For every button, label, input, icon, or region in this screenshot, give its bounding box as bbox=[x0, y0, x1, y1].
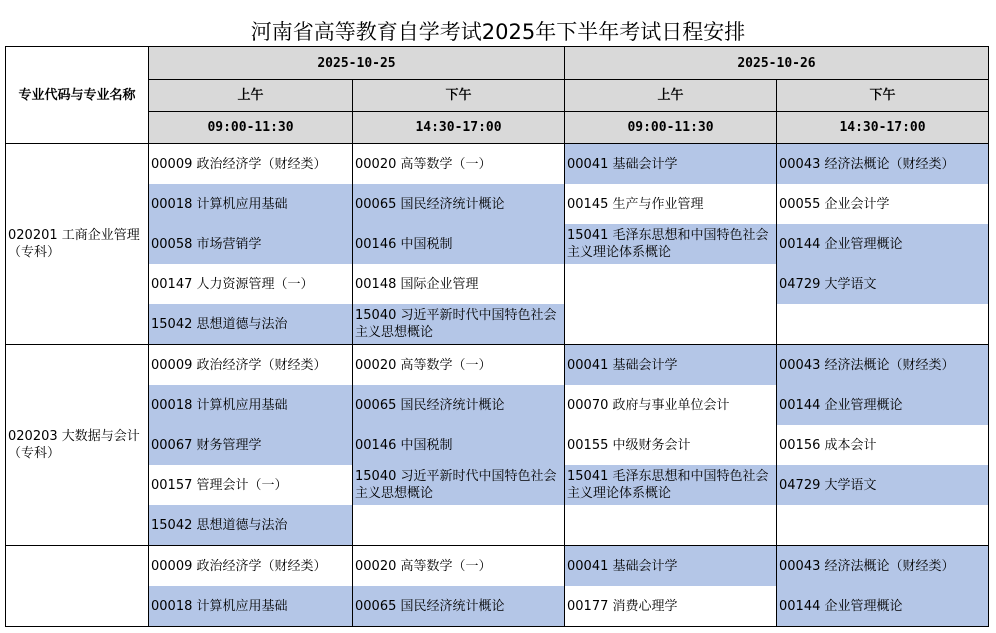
course-cell: 00020 高等数学（一） bbox=[353, 546, 565, 587]
course-cell: 00009 政治经济学（财经类） bbox=[149, 144, 353, 185]
course-cell bbox=[777, 304, 989, 345]
course-cell: 00146 中国税制 bbox=[353, 224, 565, 264]
course-cell: 00020 高等数学（一） bbox=[353, 345, 565, 386]
exam-schedule-table bbox=[5, 46, 989, 627]
course-cell: 00043 经济法概论（财经类） bbox=[777, 345, 989, 386]
date-header: 2025-10-25 bbox=[149, 47, 565, 80]
course-cell: 00043 经济法概论（财经类） bbox=[777, 144, 989, 185]
major-name: 020201 工商企业管理（专科） bbox=[6, 144, 149, 345]
course-cell: 00018 计算机应用基础 bbox=[149, 385, 353, 425]
course-cell: 00070 政府与事业单位会计 bbox=[565, 385, 777, 425]
course-cell: 00177 消费心理学 bbox=[565, 586, 777, 627]
course-cell: 00147 人力资源管理（一） bbox=[149, 264, 353, 304]
course-cell: 00144 企业管理概论 bbox=[777, 385, 989, 425]
course-cell: 00009 政治经济学（财经类） bbox=[149, 546, 353, 587]
table-row bbox=[6, 546, 989, 587]
course-cell: 00144 企业管理概论 bbox=[777, 224, 989, 264]
time-header: 14:30-17:00 bbox=[777, 112, 989, 144]
time-header: 14:30-17:00 bbox=[353, 112, 565, 144]
course-cell: 00058 市场营销学 bbox=[149, 224, 353, 264]
course-cell bbox=[777, 505, 989, 546]
table-row bbox=[6, 465, 989, 505]
period-header: 上午 bbox=[149, 80, 353, 112]
table-row bbox=[6, 304, 989, 345]
major-name bbox=[6, 546, 149, 627]
course-cell: 00065 国民经济统计概论 bbox=[353, 586, 565, 627]
major-column-header: 专业代码与专业名称 bbox=[6, 47, 149, 144]
course-cell: 00041 基础会计学 bbox=[565, 345, 777, 386]
table-row bbox=[6, 264, 989, 304]
course-cell: 15042 思想道德与法治 bbox=[149, 505, 353, 546]
course-cell: 00065 国民经济统计概论 bbox=[353, 385, 565, 425]
course-cell: 00020 高等数学（一） bbox=[353, 144, 565, 185]
course-cell: 00018 计算机应用基础 bbox=[149, 586, 353, 627]
table-row bbox=[6, 586, 989, 627]
course-cell: 00155 中级财务会计 bbox=[565, 425, 777, 465]
course-cell: 00067 财务管理学 bbox=[149, 425, 353, 465]
course-cell bbox=[353, 505, 565, 546]
course-cell: 00041 基础会计学 bbox=[565, 144, 777, 185]
course-cell bbox=[565, 264, 777, 304]
course-cell: 00145 生产与作业管理 bbox=[565, 184, 777, 224]
course-cell: 15041 毛泽东思想和中国特色社会主义理论体系概论 bbox=[565, 465, 777, 505]
page-title: 河南省高等教育自学考试2025年下半年考试日程安排 bbox=[250, 20, 746, 44]
course-cell: 15041 毛泽东思想和中国特色社会主义理论体系概论 bbox=[565, 224, 777, 264]
course-cell: 04729 大学语文 bbox=[777, 264, 989, 304]
table-row bbox=[6, 144, 989, 185]
table-row bbox=[6, 385, 989, 425]
table-row bbox=[6, 224, 989, 264]
course-cell: 00055 企业会计学 bbox=[777, 184, 989, 224]
table-row bbox=[6, 425, 989, 465]
course-cell: 15042 思想道德与法治 bbox=[149, 304, 353, 345]
course-cell: 00018 计算机应用基础 bbox=[149, 184, 353, 224]
course-cell: 00144 企业管理概论 bbox=[777, 586, 989, 627]
table-row bbox=[6, 345, 989, 386]
course-cell: 00156 成本会计 bbox=[777, 425, 989, 465]
major-name: 020203 大数据与会计（专科） bbox=[6, 345, 149, 546]
course-cell: 00009 政治经济学（财经类） bbox=[149, 345, 353, 386]
course-cell bbox=[565, 304, 777, 345]
course-cell: 00041 基础会计学 bbox=[565, 546, 777, 587]
time-header: 09:00-11:30 bbox=[565, 112, 777, 144]
period-header: 下午 bbox=[777, 80, 989, 112]
course-cell: 00148 国际企业管理 bbox=[353, 264, 565, 304]
course-cell: 00157 管理会计（一） bbox=[149, 465, 353, 505]
table-row bbox=[6, 184, 989, 224]
course-cell: 15040 习近平新时代中国特色社会主义思想概论 bbox=[353, 304, 565, 345]
course-cell: 00146 中国税制 bbox=[353, 425, 565, 465]
course-cell: 04729 大学语文 bbox=[777, 465, 989, 505]
course-cell: 00065 国民经济统计概论 bbox=[353, 184, 565, 224]
period-header: 上午 bbox=[565, 80, 777, 112]
date-header: 2025-10-26 bbox=[565, 47, 989, 80]
course-cell: 15040 习近平新时代中国特色社会主义思想概论 bbox=[353, 465, 565, 505]
course-cell bbox=[565, 505, 777, 546]
course-cell: 00043 经济法概论（财经类） bbox=[777, 546, 989, 587]
period-header: 下午 bbox=[353, 80, 565, 112]
table-row bbox=[6, 505, 989, 546]
time-header: 09:00-11:30 bbox=[149, 112, 353, 144]
